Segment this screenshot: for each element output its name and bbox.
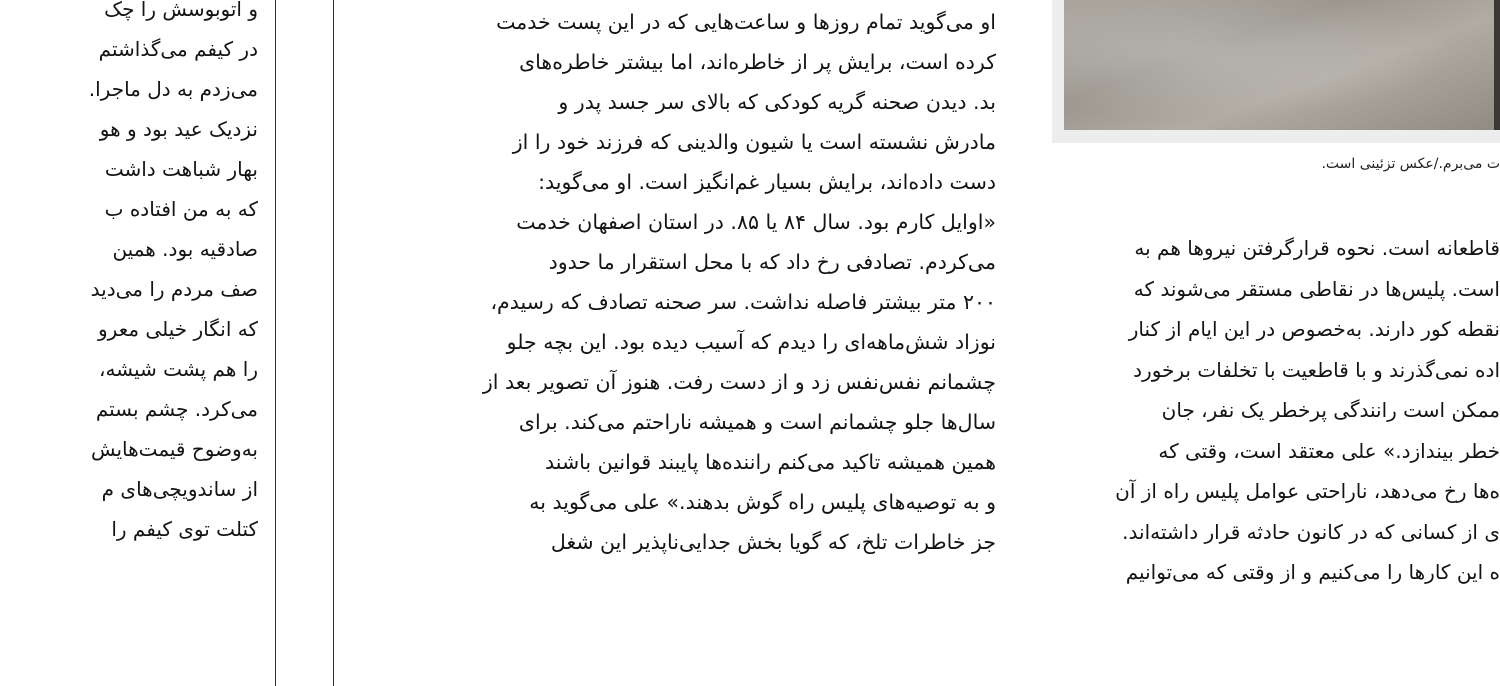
text-line: ه‌ها رخ می‌دهد، ناراحتی عوامل پلیس راه از آن <box>1115 479 1500 503</box>
text-line: می‌کردم. تصادفی رخ داد که با محل استقرار ما حدود <box>548 250 996 274</box>
text-line: نزدیک عید بود و هو <box>99 117 258 141</box>
article-photo <box>1064 0 1500 130</box>
text-line: می‌کرد. چشم بستم <box>95 397 258 421</box>
text-line: مادرش نشسته است یا شیون والدینی که فرزند خود را از <box>512 130 996 154</box>
text-line: به‌وضوح قیمت‌هایش <box>90 437 258 461</box>
text-line: و به توصیه‌های پلیس راه گوش بدهند.» علی می‌گوید به <box>529 490 996 514</box>
photo-caption: ت می‌برم./عکس تزئینی است. <box>1321 156 1500 172</box>
text-line: ه این کارها را می‌کنیم و از وقتی که می‌توانیم <box>1125 560 1500 584</box>
text-line: که انگار خیلی معرو <box>98 317 258 341</box>
text-line: بهار شباهت داشت <box>104 157 258 181</box>
column-divider-left <box>275 0 276 686</box>
text-line: خطر بیندازد.» علی معتقد است، وقتی که <box>1158 438 1500 463</box>
text-line: و اتوبوسش را چک <box>104 0 258 21</box>
column-divider-middle <box>333 0 334 686</box>
text-line: ۲۰۰ متر بیشتر فاصله نداشت. سر صحنه تصادف که رسیدم، <box>490 290 996 314</box>
text-line: نقطه کور دارند. به‌خصوص در این ایام از کنار <box>1128 317 1500 341</box>
article-photo-frame <box>1052 0 1500 143</box>
text-line: می‌زدم به دل ماجرا. <box>88 77 258 101</box>
text-line: چشمانم نفس‌نفس زد و از دست رفت. هنوز آن تصویر بعد از <box>482 370 996 394</box>
text-line: دست داده‌اند، برایش بسیار غم‌انگیز است. او می‌گوید: <box>538 170 996 194</box>
article-column-right <box>1044 228 1500 593</box>
text-line: «اوایل کارم بود. سال ۸۴ یا ۸۵. در استان اصفهان خدمت <box>516 210 996 234</box>
text-line: ممکن است رانندگی پرخطر یک نفر، جان <box>1161 398 1500 422</box>
text-line: اده نمی‌گذرند و با قاطعیت با تخلفات برخورد <box>1133 357 1500 382</box>
text-line: در کیفم می‌گذاشتم <box>98 37 258 61</box>
article-column-left <box>0 0 258 549</box>
text-line: جز خاطرات تلخ، که گویا بخش جدایی‌ناپذیر این شغل <box>550 530 996 554</box>
text-line: کتلت توی کیفم را <box>111 517 258 541</box>
text-line: نوزاد شش‌ماهه‌ای را دیدم که آسیب دیده بود. این بچه جلو <box>506 330 996 354</box>
text-line: از ساندویچی‌های م <box>101 477 258 501</box>
text-line: را هم پشت شیشه، <box>98 357 258 381</box>
text-line: قاطعانه است. نحوه قرارگرفتن نیروها هم به <box>1134 236 1500 260</box>
text-line: کرده است، برایش پر از خاطره‌اند، اما بیشتر خاطره‌های <box>519 50 996 74</box>
text-line: که به من افتاده ب <box>104 197 258 221</box>
text-line: سال‌ها جلو چشمانم است و همیشه ناراحتم می‌کند. برای <box>518 410 996 434</box>
text-line: او می‌گوید تمام روزها و ساعت‌هایی که در این پست خدمت <box>496 10 996 34</box>
text-line: است. پلیس‌ها در نقاطی مستقر می‌شوند که <box>1133 276 1500 301</box>
text-line: صف مردم را می‌دید <box>90 277 258 301</box>
text-line: بد. دیدن صحنه گریه کودکی که بالای سر جسد پدر و <box>558 90 996 114</box>
text-line: ی از کسانی که در کانون حادثه قرار داشته‌اند. <box>1122 519 1500 544</box>
text-line: همین همیشه تاکید می‌کنم راننده‌ها پایبند قوانین باشند <box>545 450 996 474</box>
text-line: صادقیه بود. همین <box>112 237 258 261</box>
article-column-middle <box>378 2 996 562</box>
